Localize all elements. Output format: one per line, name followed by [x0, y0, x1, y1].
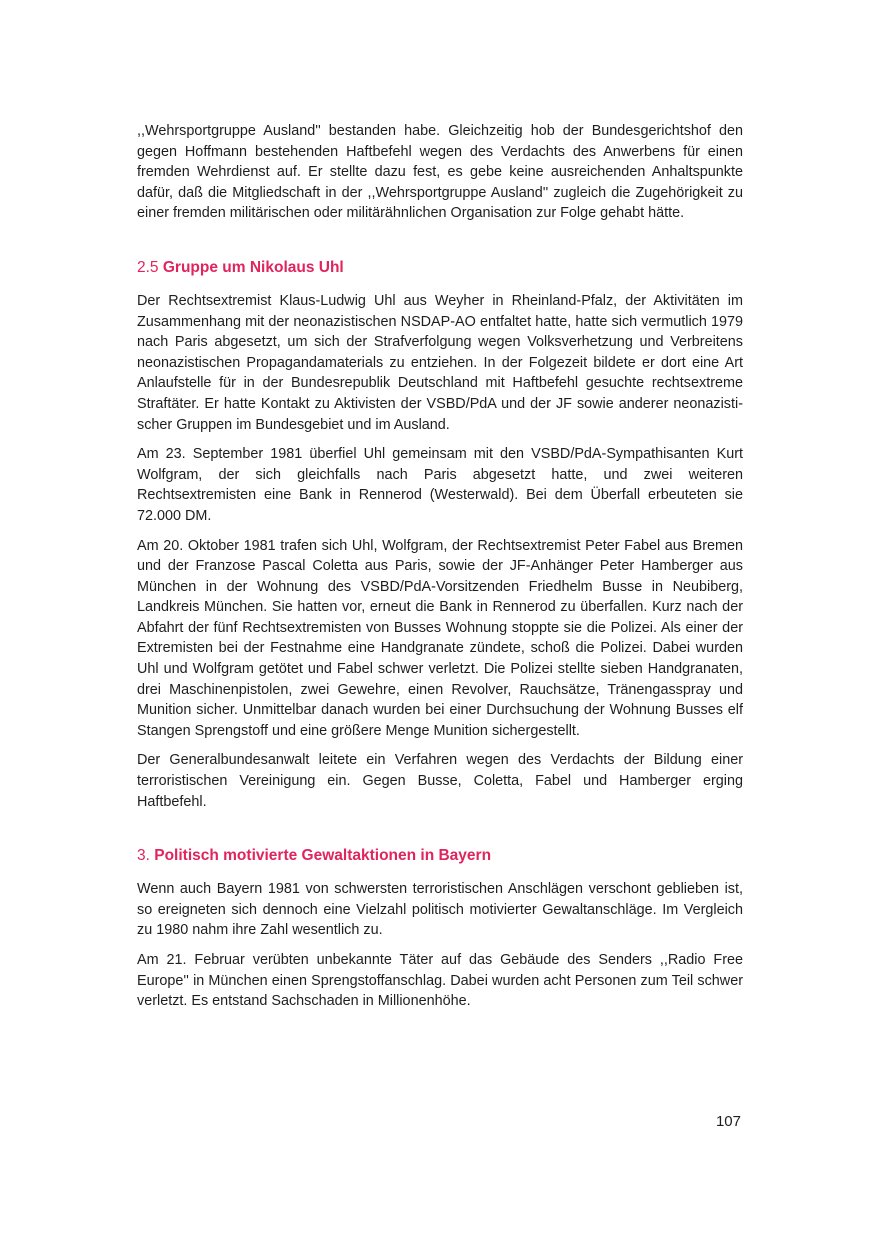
section-title: Politisch motivierte Gewaltaktionen in Bayern: [154, 847, 492, 865]
paragraph: Am 23. September 1981 überfiel Uhl gemeinsam mit den VSBD/PdA-Sympathisanten Kurt Wolfgram, der sich gleichfalls nach Paris abgesetzt hatte, und zwei weiteren Rechtsextremisten eine Bank in Rennerod (Westerwald). Bei dem Überfall erbeuteten sie 72.000 DM.: [137, 446, 743, 524]
section-heading-3: [137, 845, 743, 867]
section-title: Gruppe um Nikolaus Uhl: [162, 258, 344, 276]
paragraph: Der Generalbundesanwalt leitete ein Verfahren wegen des Verdachts der Bildung einer terroristischen Vereinigung ein. Gegen Busse, Coletta, Fabel und Hamberger erging Haftbefehl.: [137, 752, 743, 810]
section-number: 3.: [137, 847, 150, 865]
paragraph: Am 20. Oktober 1981 trafen sich Uhl, Wolfgram, der Rechtsextremist Peter Fabel aus Bremen und der Franzose Pascal Coletta aus Paris, sowie der JF-Anhänger Peter Hamberger aus München in der Wohnung des VSBD/PdA-Vorsitzenden Friedhelm Busse in Neubiberg, Landkreis München. Sie hatten vor, erneut die Bank in Rennerod zu überfallen. Kurz nach der Abfahrt der fünf Rechtsextremisten von Busses Wohnung stoppte sie die Polizei. Als einer der Extremisten bei der Festnahme eine Handgranate zündete, schoß die Polizei. Dabei wurden Uhl und Wolfgram getötet und Fabel schwer verletzt. Die Polizei stellte sieben Handgranaten, drei Maschinenpistolen, zwei Gewehre, einen Revolver, Rauchsätze, Tränengasspray und Munition sicher. Unmittelbar danach wurden bei einer Durchsuchung der Wohnung Busses elf Stangen Sprengstoff und eine größere Menge Munition sichergestellt.: [137, 537, 743, 739]
section-heading-2-5: [137, 257, 743, 279]
page-body: [137, 121, 743, 1012]
intro-paragraph: ,,Wehrsportgruppe Ausland'' bestanden habe. Gleichzeitig hob der Bundesgerichtshof den gegen Hoffmann bestehenden Haftbefehl wegen des Verdachts des Anwerbens für einen fremden Wehrdienst auf. Er stellte dazu fest, es gebe keine ausreichenden Anhaltspunkte dafür, daß die Mitgliedschaft in der ,,Wehrsportgruppe Ausland'' zugleich die Zugehörigkeit zu einer fremden militärischen oder militärähnlichen Organisation zur Folge gehabt hätte.: [137, 123, 743, 222]
paragraph: Am 21. Februar verübten unbekannte Täter auf das Gebäude des Senders ,,Radio Free Europe'' in München einen Sprengstoffanschlag. Dabei wurden acht Personen zum Teil schwer verletzt. Es entstand Sachschaden in Millionenhöhe.: [137, 952, 743, 1010]
paragraph: Wenn auch Bayern 1981 von schwersten terroristischen Anschlägen verschont geblieben ist, so ereigneten sich dennoch eine Vielzahl politisch motivierter Gewaltanschläge. Im Vergleich zu 1980 nahm ihre Zahl wesentlich zu.: [137, 881, 743, 939]
section-number: 2.5: [137, 258, 159, 276]
page-number: 107: [715, 1113, 741, 1130]
paragraph: Der Rechtsextremist Klaus-Ludwig Uhl aus Weyher in Rheinland-Pfalz, der Aktivitäten im Zusammenhang mit der neonazistischen NSDAP-AO entfaltet hatte, hatte sich vermutlich 1979 nach Paris abgesetzt, um sich der Strafverfolgung wegen Volksverhetzung und Verbreitens neonazistischen Propagandamaterials zu entziehen. In der Folgezeit bildete er dort eine Art Anlaufstelle für in der Bundesrepublik Deutschland mit Haftbefehl gesuchte rechtsextreme Straftäter. Er hatte Kontakt zu Aktivisten der VSBD/PdA und der JF sowie anderer neonazistischer Gruppen im Bundesgebiet und im Ausland.: [137, 292, 743, 433]
